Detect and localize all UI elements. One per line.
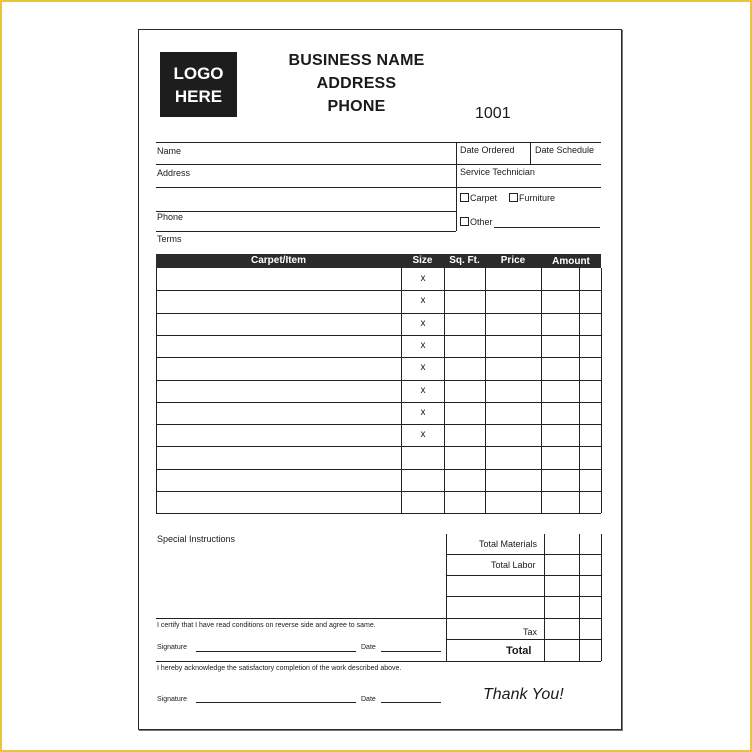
column-header-price: Price	[500, 255, 526, 266]
table-column-rule	[579, 268, 580, 513]
size-mark: x	[420, 295, 426, 306]
business-address: ADDRESS	[316, 75, 397, 92]
date-ordered-label: Date Ordered	[460, 145, 515, 155]
rule	[156, 142, 601, 143]
size-mark: x	[420, 429, 426, 440]
table-row-rule	[156, 380, 601, 381]
table-column-rule	[485, 268, 486, 513]
signature-2-label: Signature	[157, 696, 187, 703]
name-label: Name	[157, 146, 182, 156]
signature-line	[196, 651, 356, 652]
special-instructions-label: Special Instructions	[157, 534, 236, 544]
table-row-rule	[156, 491, 601, 492]
checkbox-icon[interactable]	[460, 217, 469, 226]
rule	[530, 142, 531, 164]
carpet-option[interactable]	[460, 193, 497, 203]
rule	[156, 661, 601, 662]
other-option[interactable]	[460, 217, 493, 227]
table-row-rule	[156, 513, 601, 514]
signature-label: Signature	[157, 644, 187, 651]
date-2-label: Date	[361, 696, 376, 703]
address-label: Address	[157, 168, 191, 178]
rule	[601, 534, 602, 661]
furniture-option[interactable]	[509, 193, 555, 203]
column-header-item: Carpet/Item	[250, 255, 306, 266]
other-fill-line	[494, 227, 600, 228]
table-row-rule	[156, 357, 601, 358]
table-row-rule	[156, 469, 601, 470]
tax-label: Tax	[523, 627, 538, 637]
column-header-sqft: Sq. Ft.	[449, 255, 480, 266]
terms-label: Terms	[157, 234, 182, 244]
size-mark: x	[420, 362, 426, 373]
acknowledge-text: I hereby acknowledge the satisfactory completion of the work described above.	[157, 665, 402, 672]
table-column-rule	[401, 268, 402, 513]
date-label: Date	[361, 644, 376, 651]
logo-placeholder	[160, 52, 237, 117]
rule	[446, 575, 601, 576]
phone-label: Phone	[157, 212, 184, 222]
size-mark: x	[420, 318, 426, 329]
table-column-rule	[601, 268, 602, 513]
checkbox-icon[interactable]	[460, 193, 469, 202]
table-row-rule	[156, 335, 601, 336]
rule	[156, 231, 456, 232]
rule	[156, 211, 456, 212]
date-2-line	[381, 702, 441, 703]
table-column-rule	[444, 268, 445, 513]
total-labor-label: Total Labor	[491, 560, 536, 570]
rule	[156, 618, 446, 619]
size-mark: x	[420, 340, 426, 351]
invoice-form	[138, 29, 622, 730]
column-header-size: Size	[412, 255, 433, 266]
column-header-amount: Amount	[552, 256, 590, 267]
carpet-label: Carpet	[470, 193, 498, 203]
logo-line-1: LOGO	[173, 63, 224, 83]
date-schedule-label: Date Schedule	[535, 145, 595, 155]
rule	[456, 142, 457, 231]
checkbox-icon[interactable]	[509, 193, 518, 202]
business-phone: PHONE	[327, 98, 386, 115]
logo-line-2: HERE	[174, 86, 223, 106]
rule	[446, 554, 601, 555]
service-technician-label: Service Technician	[460, 167, 535, 177]
invoice-number: 1001	[475, 105, 511, 122]
table-row-rule	[156, 446, 601, 447]
rule	[446, 618, 601, 619]
signature-2-line	[196, 702, 356, 703]
table-column-rule	[541, 268, 542, 513]
table-row-rule	[156, 313, 601, 314]
rule	[446, 596, 601, 597]
table-row-rule	[156, 290, 601, 291]
rule	[156, 187, 601, 188]
table-column-rule	[156, 268, 157, 513]
total-materials-label: Total Materials	[479, 539, 538, 549]
rule	[156, 164, 601, 165]
rule	[446, 639, 601, 640]
furniture-label: Furniture	[519, 193, 556, 203]
thank-you-text: Thank You!	[483, 686, 564, 703]
size-mark: x	[420, 385, 426, 396]
table-row-rule	[156, 424, 601, 425]
items-table-header	[156, 254, 601, 268]
size-mark: x	[420, 407, 426, 418]
certify-text: I certify that I have read conditions on reverse side and agree to same.	[157, 622, 376, 629]
business-name: BUSINESS NAME	[288, 52, 425, 69]
date-line	[381, 651, 441, 652]
size-mark: x	[420, 273, 426, 284]
table-row-rule	[156, 402, 601, 403]
other-label: Other	[470, 217, 493, 227]
total-label: Total	[506, 645, 532, 657]
